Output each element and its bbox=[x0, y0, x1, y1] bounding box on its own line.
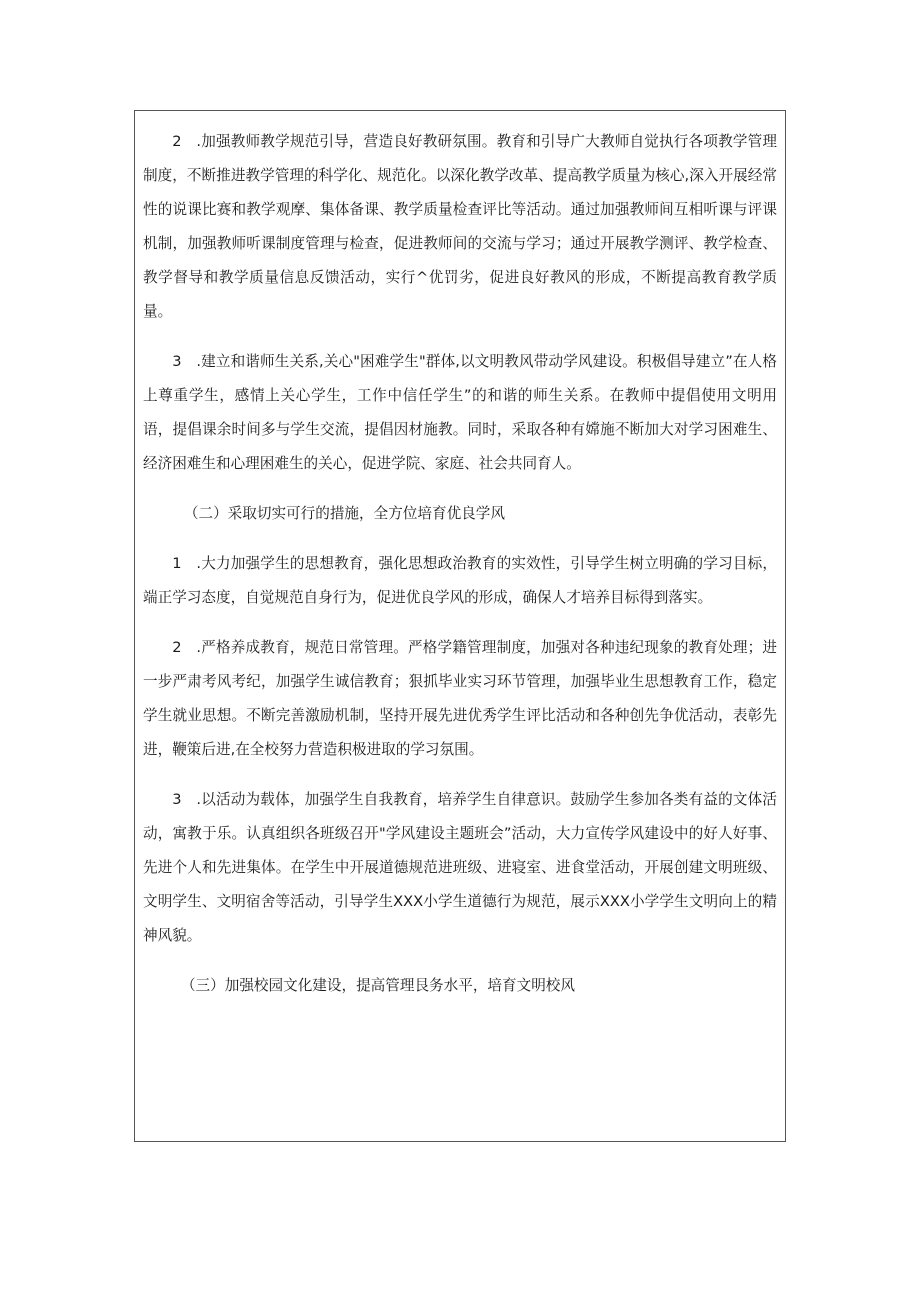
section-heading-3: （三）加强校园文化建设，提高管理艮务水平，培育文明校风 bbox=[180, 977, 575, 994]
document-content bbox=[143, 125, 777, 1003]
paragraph-discipline-management: 2 .严格养成教育，规范日常管理。严格学籍管理制度，加强对各种违纪现象的教育处理；进一步严肃考风考纪，加强学生诚信教育；狠抓毕业实习环节管理，加强毕业生思想教育工作，稳定学生就业思想。不断完善激励机制，坚持开展先进优秀学生评比活动和各种创先争优活动，表彰先进，鞭策后进,在全校努力营造积极进取的学习氛围。 bbox=[143, 639, 777, 758]
paragraph-teacher-norms: 2 .加强教师教学规范引导，营造良好教研氛围。教育和引导广大教师自觉执行各项教学管理制度，不断推进教学管理的科学化、规范化。以深化教学改革、提高教学质量为核心,深入开展经常性的说课比赛和教学观摩、集体备课、教学质量检查评比等活动。通过加强教师间互相听课与评课机制，加强教师听课制度管理与检查，促进教师间的交流与学习；通过开展教学测评、教学检查、教学督导和教学质量信息反馈活动，实行^优罚劣，促进良好教风的形成，不断提高教育教学质量。 bbox=[143, 133, 777, 320]
document-frame bbox=[134, 110, 786, 1142]
section-heading-2: （二）采取切实可行的措施，全方位培育优良学风 bbox=[183, 505, 505, 522]
paragraph-teacher-student-relations: 3 .建立和谐师生关系,关心"困难学生"群体,以文明教风带动学风建设。积极倡导建立”在人格上尊重学生，感情上关心学生，工作中信任学生”的和谐的师生关系。在教师中提倡使用文明用语，提倡课余时间多与学生交流，提倡因材施教。同时，采取各种有嫦施不断加大对学习困难生、经济困难生和心理困难生的关心，促进学院、家庭、社会共同育人。 bbox=[143, 353, 777, 472]
paragraph-ideological-education: 1 .大力加强学生的思想教育，强化思想政治教育的实效性，引导学生树立明确的学习目标，端正学习态度，自觉规范自身行为，促进优良学风的形成，确保人才培养目标得到落实。 bbox=[143, 555, 777, 606]
paragraph-activities: 3 .以活动为载体，加强学生自我教育，培养学生自律意识。鼓励学生参加各类有益的文体活动，寓教于乐。认真组织各班级召开"学风建设主题班会”活动，大力宣传学风建设中的好人好事、先进个人和先进集体。在学生中开展道德规范进班级、进寝室、进食堂活动，开展创建文明班级、文明学生、文明宿舍等活动，引导学生XXX小学生道德行为规范，展示XXX小学学生文明向上的精神风貌。 bbox=[143, 791, 777, 944]
